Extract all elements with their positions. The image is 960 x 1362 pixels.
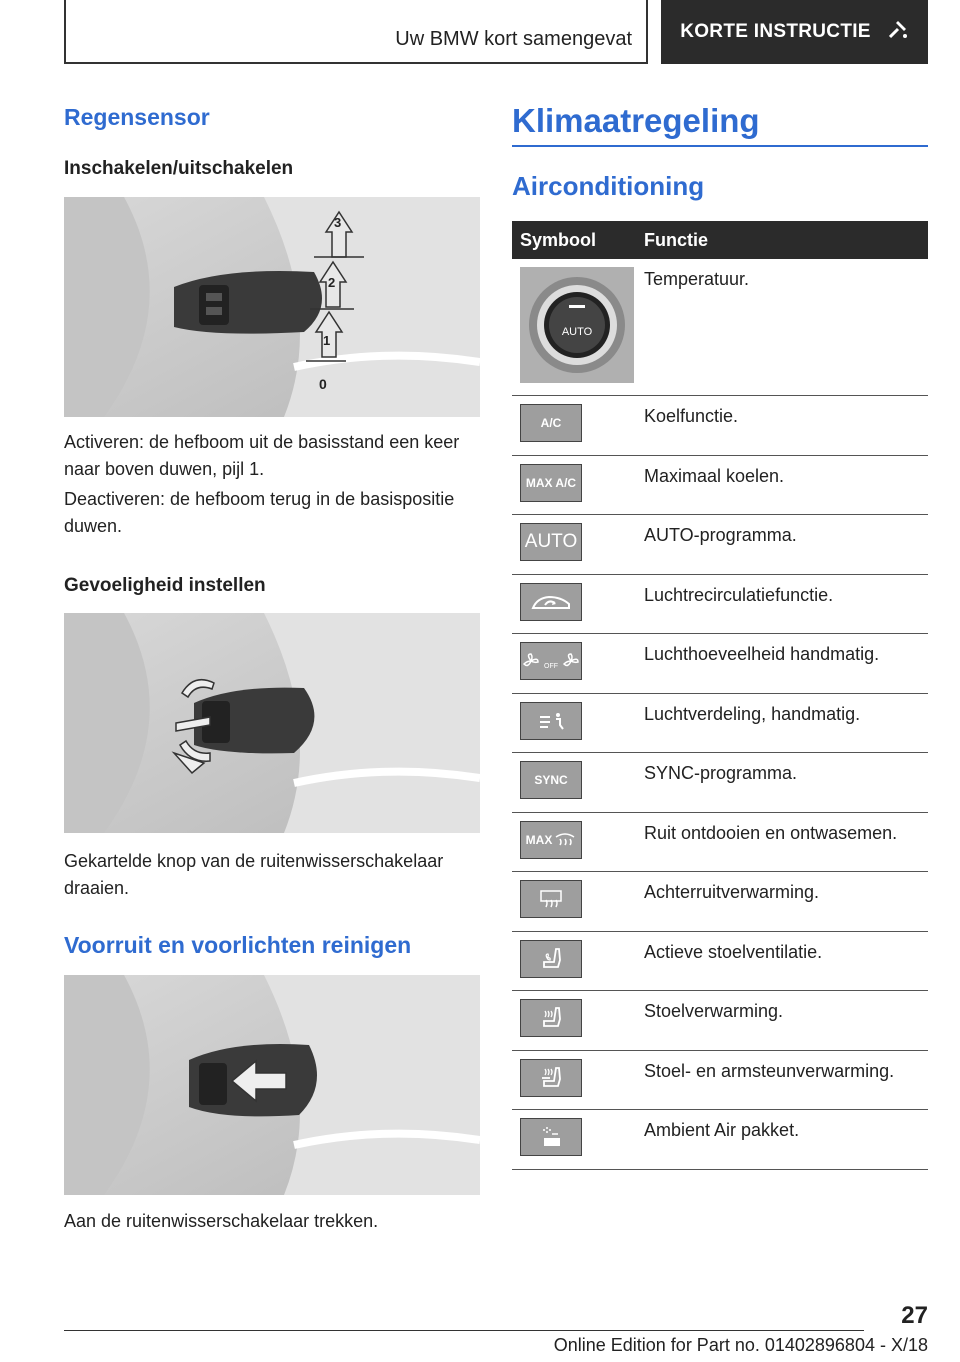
arrow-label-0: 0 xyxy=(319,376,327,392)
ac-icon: A/C xyxy=(520,404,582,442)
paragraph-knob: Gekartelde knop van de ruitenwisserschakelaar draaien. xyxy=(64,851,444,898)
arrow-label-2: 2 xyxy=(328,275,336,290)
footer-edition: Online Edition for Part no. 01402896804 - X/18 xyxy=(553,1335,928,1355)
function-text: Luchtverdeling, handmatig. xyxy=(644,703,861,724)
function-text: Ambient Air pakket. xyxy=(644,1120,800,1140)
chapter-chip[interactable] xyxy=(661,0,928,64)
arrow-label-3: 3 xyxy=(334,215,342,230)
table-row xyxy=(512,1110,928,1170)
fan-icon xyxy=(520,642,582,680)
heading-on-off: Inschakelen/uitschakelen xyxy=(64,158,294,179)
air-distribution-icon xyxy=(520,702,582,740)
function-text: SYNC-programma. xyxy=(644,763,798,783)
paragraph-pull: Aan de ruitenwisserschakelaar trekken. xyxy=(64,1211,379,1231)
seat-ventilation-icon xyxy=(520,940,582,978)
table-row xyxy=(512,634,928,694)
function-text: Koelfunctie. xyxy=(644,406,739,426)
paragraph-activate: Activeren: de hefboom uit de basisstand een keer naar boven duwen, pijl 1. xyxy=(64,432,460,479)
auto-icon: AUTO xyxy=(520,523,582,561)
function-text: Temperatuur. xyxy=(644,269,750,289)
max-defrost-label: MAX xyxy=(525,832,553,847)
fan-off-label: OFF xyxy=(544,662,558,670)
paragraph-deactivate: Deactiveren: de hefboom terug in de basispositie duwen. xyxy=(64,489,455,536)
seat-heating-icon xyxy=(520,999,582,1037)
heading-climate: Klimaatregeling xyxy=(512,102,760,139)
table-row xyxy=(512,456,928,516)
function-text: Maximaal koelen. xyxy=(644,465,785,486)
col-symbol: Symbool xyxy=(520,229,597,250)
table-row xyxy=(512,1051,928,1111)
table-row xyxy=(512,694,928,754)
page-number: 27 xyxy=(901,1302,928,1329)
chapter-label: KORTE INSTRUCTIE xyxy=(680,21,871,42)
function-text: AUTO-programma. xyxy=(644,525,797,545)
function-text: Stoel- en armsteunverwarming. xyxy=(644,1060,895,1081)
max-defrost-icon xyxy=(520,821,582,859)
table-row xyxy=(512,259,928,396)
table-row xyxy=(512,515,928,575)
heading-sensitivity: Gevoeligheid instellen xyxy=(64,575,266,596)
sync-icon: SYNC xyxy=(520,761,582,799)
table-row xyxy=(512,872,928,932)
table-header xyxy=(512,221,928,259)
function-text: Ruit ontdooien en ontwasemen. xyxy=(644,822,898,843)
heading-rain-sensor: Regensensor xyxy=(64,104,210,130)
footer-rule xyxy=(64,1330,864,1331)
seat-armrest-heating-icon xyxy=(520,1059,582,1097)
table-row xyxy=(512,396,928,456)
heading-clean: Voorruit en voorlichten reinigen xyxy=(64,932,412,958)
quick-reference-icon xyxy=(887,18,909,46)
photo-wiper-pull xyxy=(64,975,480,1195)
heading-ac: Airconditioning xyxy=(512,171,705,201)
section-title: Uw BMW kort samengevat xyxy=(395,28,632,50)
arrow-label-1: 1 xyxy=(323,333,331,348)
table-row xyxy=(512,813,928,873)
ambient-air-icon xyxy=(520,1118,582,1156)
table-row xyxy=(512,753,928,813)
photo-wiper-lever-positions xyxy=(64,197,480,417)
knob-auto-label: AUTO xyxy=(561,326,593,338)
temperature-knob-icon xyxy=(520,267,634,383)
function-text: Stoelverwarming. xyxy=(644,1001,784,1021)
heading-rule xyxy=(512,145,928,147)
table-row xyxy=(512,932,928,992)
table-row xyxy=(512,575,928,635)
max-ac-icon: MAX A/C xyxy=(520,464,582,502)
table-row xyxy=(512,991,928,1051)
photo-wiper-knob-rotate xyxy=(64,613,480,833)
rear-window-heat-icon xyxy=(520,880,582,918)
recirculation-icon xyxy=(520,583,582,621)
function-text: Luchthoeveelheid handmatig. xyxy=(644,644,880,664)
symbol-table xyxy=(512,221,928,1170)
function-text: Luchtrecirculatiefunctie. xyxy=(644,584,834,605)
function-text: Actieve stoelventilatie. xyxy=(644,941,823,962)
function-text: Achterruitverwarming. xyxy=(644,882,820,902)
col-function: Functie xyxy=(644,229,709,250)
